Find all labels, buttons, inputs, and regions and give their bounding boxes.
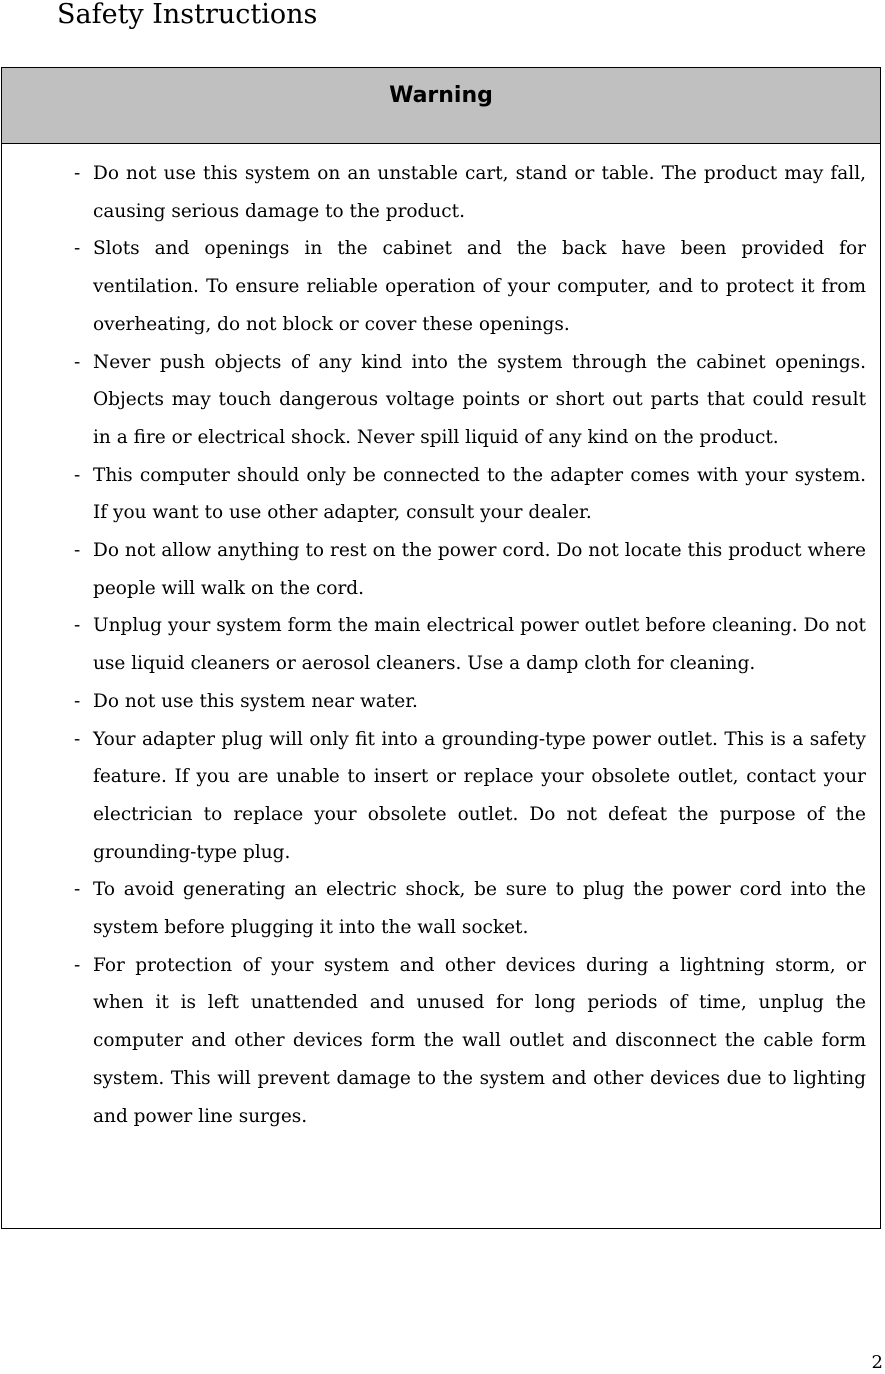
bullet-dash: - [74, 879, 81, 901]
bullet-dash: - [74, 728, 81, 750]
instruction-text: This computer should only be connected to the adapter comes with your system. If you want to use other adapter, consult your dealer. [93, 464, 866, 524]
list-item [2, 457, 866, 532]
list-item [2, 683, 866, 721]
page-title: Safety Instructions [57, 0, 318, 30]
instruction-text: Do not allow anything to rest on the power cord. Do not locate this product where people will walk on the cord. [93, 540, 866, 599]
warning-box [1, 67, 881, 1229]
list-item [2, 344, 866, 457]
list-item [2, 155, 866, 230]
list-item [2, 721, 866, 872]
bullet-dash: - [74, 238, 81, 260]
bullet-dash: - [74, 540, 81, 562]
instruction-text: For protection of your system and other devices during a lightning storm, or when it is left unattended and unused for long periods of time, unplug the computer and other devices form the wall outlet and disconnect the cable form system. This will prevent damage to the system and other devices due to lighting and power line surges. [93, 954, 866, 1127]
list-item [2, 532, 866, 607]
bullet-dash: - [74, 351, 81, 373]
instruction-text: Unplug your system form the main electrical power outlet before cleaning. Do not use liquid cleaners or aerosol cleaners. Use a damp cloth for cleaning. [93, 615, 866, 675]
instruction-text: To avoid generating an electric shock, be sure to plug the power cord into the system before plugging it into the wall socket. [93, 879, 866, 939]
bullet-dash: - [74, 163, 81, 184]
list-item [2, 947, 866, 1136]
instruction-text: Never push objects of any kind into the system through the cabinet openings. Objects may touch dangerous voltage points or short out parts that could result in a fire or electrical shock. Never spill liquid of any kind on the product. [93, 351, 866, 448]
list-item [2, 871, 866, 946]
warning-header [2, 68, 880, 144]
instruction-text: Your adapter plug will only fit into a grounding-type power outlet. This is a safety feature. If you are unable to insert or replace your obsolete outlet, contact your electrician to replace your obsolete outlet. Do not defeat the purpose of the grounding-type plug. [93, 728, 866, 863]
list-item [2, 607, 866, 682]
bullet-dash: - [74, 954, 81, 976]
instruction-text: Do not use this system on an unstable cart, stand or table. The product may fall, causing serious damage to the product. [93, 163, 866, 222]
instruction-text: Do not use this system near water. [93, 690, 418, 712]
list-item [2, 230, 866, 343]
instruction-text: Slots and openings in the cabinet and the back have been provided for ventilation. To ensure reliable operation of your computer, and to protect it from overheating, do not block or cover these openings. [93, 238, 866, 335]
warning-title: Warning [389, 83, 493, 108]
safety-instructions-list [2, 144, 880, 1135]
bullet-dash: - [74, 615, 81, 637]
bullet-dash: - [74, 690, 81, 712]
page-number: 2 [871, 1352, 883, 1373]
bullet-dash: - [74, 464, 81, 486]
